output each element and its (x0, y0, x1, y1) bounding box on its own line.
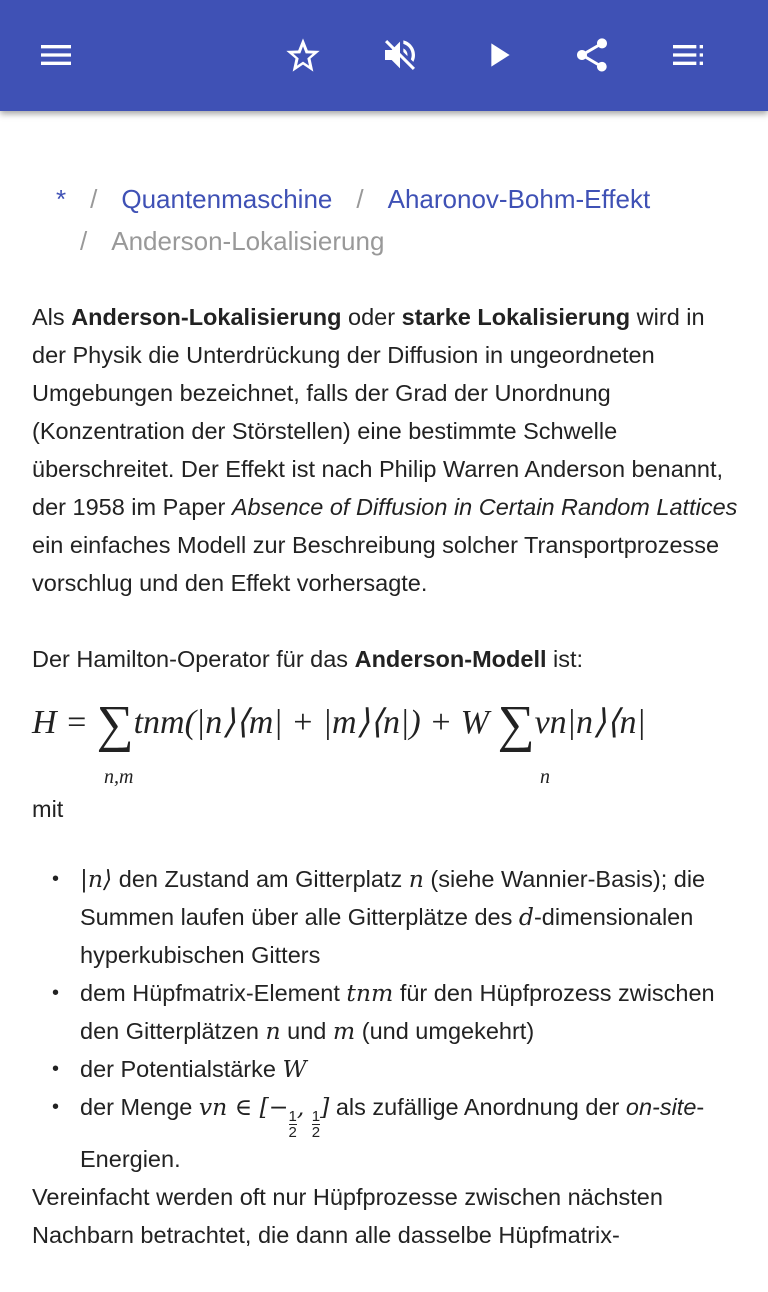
definition-list (32, 860, 738, 1178)
breadcrumb-current: Anderson-Lokalisierung (111, 226, 385, 256)
breadcrumb-item[interactable]: Quantenmaschine (121, 184, 333, 214)
menu-icon[interactable] (32, 31, 80, 79)
list-item: • der Potentialstärke W (80, 1050, 738, 1088)
volume-off-icon[interactable] (376, 31, 424, 79)
hamiltonian-formula: H = ∑tnm(|n⟩⟨m| + |m⟩⟨n|) + W ∑vn|n⟩⟨n| n,m n (32, 696, 646, 788)
list-item: • dem Hüpfmatrix-Element tnm für den Hüpfprozess zwischen den Gitterplätzen n und m (und umgekehrt) (80, 974, 738, 1050)
breadcrumb-item[interactable]: Aharonov-Bohm-Effekt (387, 184, 651, 214)
hamilton-paragraph: Der Hamilton-Operator für das Anderson-Modell ist: (32, 646, 584, 672)
breadcrumb: * / Quantenmaschine / Aharonov-Bohm-Effekt / Anderson-Lokalisierung (56, 184, 651, 256)
playlist-icon[interactable] (664, 31, 712, 79)
article-content (32, 298, 738, 1292)
list-item: • der Menge vn ∈ [− $\frac{1}{2}$ , $\frac{1}{2}$ ] als zufällige Anordnung der on-site-Energien. (80, 1088, 738, 1178)
share-icon[interactable] (568, 31, 616, 79)
list-item: • |n⟩ den Zustand am Gitterplatz n (siehe Wannier-Basis); die Summen laufen über alle Gitterplätze des d-dimensionalen hyperkubischen Gitters (80, 860, 738, 974)
simplification-paragraph: Vereinfacht werden oft nur Hüpfprozesse zwischen nächsten Nachbarn betrachtet, die dann alle dasselbe Hüpfmatrix- (32, 1184, 663, 1248)
star-icon[interactable] (279, 31, 327, 79)
play-icon[interactable] (474, 31, 522, 79)
app-toolbar (0, 0, 768, 111)
mit-text: mit (32, 796, 64, 822)
intro-paragraph: Als Anderson-Lokalisierung oder starke Lokalisierung wird in der Physik die Unterdrückung der Diffusion in ungeordneten Umgebungen bezeichnet, falls der Grad der Unordnung (Konzentration der Störstellen) eine bestimmte Schwelle überschreitet. Der Effekt ist nach Philip Warren Anderson benannt, der 1958 im Paper Absence of Diffusion in Certain Random Lattices ein einfaches Modell zur Beschreibung solcher Transportprozesse vorschlug und den Effekt vorhersagte. (32, 304, 738, 596)
breadcrumb-root[interactable]: * (56, 184, 67, 214)
